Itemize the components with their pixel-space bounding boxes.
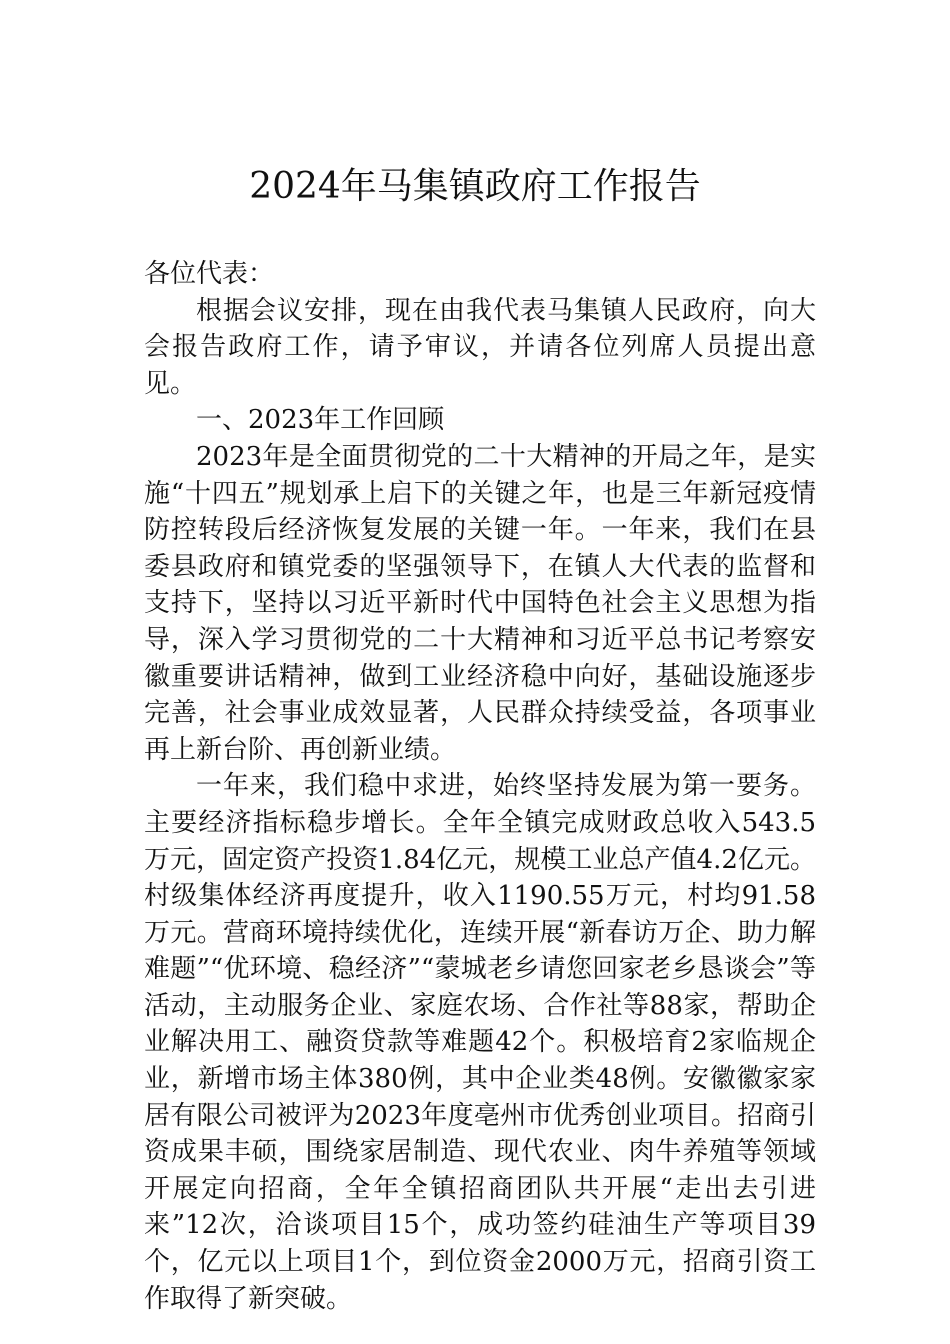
paragraph-overview: 2023年是全面贯彻党的二十大精神的开局之年，是实施“十四五”规划承上启下的关键之年，也是三年新冠疫情防控转段后经济恢复发展的关键一年。一年来，我们在县委县政府和镇党委的坚强领导下，在镇人大代表的监督和支持下，坚持以习近平新时代中国特色社会主义思想为指导，深入学习贯彻党的二十大精神和习近平总书记考察安徽重要讲话精神，做到工业经济稳中向好，基础设施逐步完善，社会事业成效显著，人民群众持续受益，各项事业再上新台阶、再创新业绩。: [144, 441, 816, 765]
document-title: 2024年马集镇政府工作报告: [249, 166, 701, 207]
paragraph-intro: 根据会议安排，现在由我代表马集镇人民政府，向大会报告政府工作，请予审议，并请各位列席人员提出意见。: [144, 295, 816, 399]
paragraph-economy: 一年来，我们稳中求进，始终坚持发展为第一要务。主要经济指标稳步增长。全年全镇完成财政总收入543.5万元，固定资产投资1.84亿元，规模工业总产值4.2亿元。村级集体经济再度提升，收入1190.55万元，村均91.58万元。营商环境持续优化，连续开展“新春访万企、助力解难题”“优环境、稳经济”“蒙城老乡请您回家老乡恳谈会”等活动，主动服务企业、家庭农场、合作社等88家，帮助企业解决用工、融资贷款等难题42个。积极培育2家临规企业，新增市场主体380例，其中企业类48例。安徽徽家家居有限公司被评为2023年度亳州市优秀创业项目。招商引资成果丰硕，围绕家居制造、现代农业、肉牛养殖等领域开展定向招商，全年全镇招商团队共开展“走出去引进来”12次，洽谈项目15个，成功签约硅油生产等项目39个，亿元以上项目1个，到位资金2000万元，招商引资工作取得了新突破。: [144, 771, 816, 1314]
salutation: 各位代表：: [144, 259, 275, 289]
document-body: [144, 256, 816, 1317]
section-heading: 一、2023年工作回顾: [196, 405, 445, 436]
